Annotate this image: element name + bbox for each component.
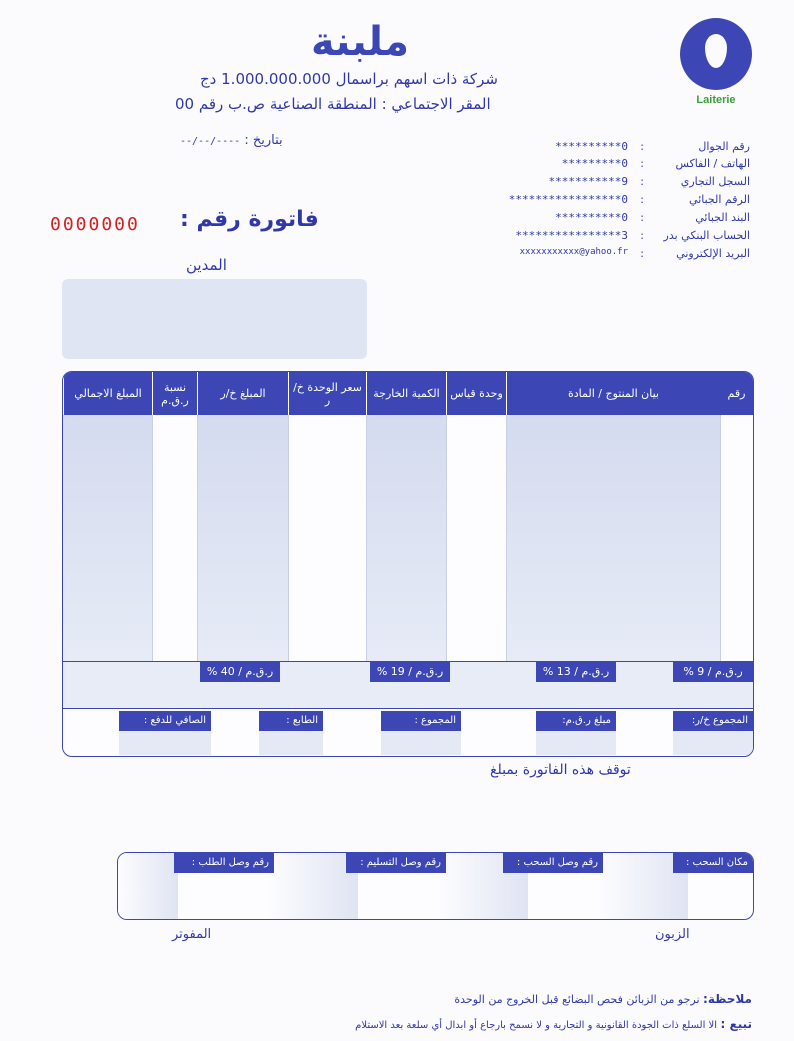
delivery-receipt-label: رقم وصل التسليم :: [346, 853, 446, 873]
divider: [197, 415, 198, 661]
debtor-label: المدين: [186, 256, 227, 274]
vat-rate-13: ر.ق.م / 13 %: [536, 662, 616, 682]
invoice-title: فاتورة رقم :: [180, 207, 319, 232]
totals-row: [63, 708, 753, 757]
delivery-info-box: [117, 852, 754, 920]
col-header-description: بيان المنتوج / المادة: [506, 372, 720, 415]
withdrawal-place-label: مكان السحب :: [673, 853, 753, 873]
remark-note: [454, 992, 752, 1006]
capital-line: شركة ذات اسهم براسمال 1.000.000.000 دج: [200, 70, 498, 88]
vat-amount-field[interactable]: [536, 731, 616, 755]
remark-text: نرجو من الزبائن فحص البضائع قبل الخروج من الوحدة: [454, 993, 700, 1006]
col-header-total: المبلغ الاجمالي: [63, 372, 152, 415]
col-vat-cells[interactable]: [152, 415, 197, 661]
total-label: المجموع :: [381, 711, 461, 731]
stamp-label: الطابع :: [259, 711, 323, 731]
order-receipt-field[interactable]: [118, 853, 178, 919]
divider: [720, 415, 721, 661]
vat-rate-9: ر.ق.م / 9 %: [673, 662, 753, 682]
date-value: ----/--/--: [180, 136, 241, 147]
customer-signature-label: الزبون: [655, 927, 690, 942]
vat-amount-label: مبلغ ر.ق.م:: [536, 711, 616, 731]
info-row: الهاتف / الفاكس : 0*********: [561, 157, 750, 170]
warning-label: تبيع :: [720, 1017, 752, 1031]
debtor-field[interactable]: [62, 279, 367, 359]
logo-text: Laiterie: [696, 94, 736, 106]
col-header-amount: المبلغ خ/ر: [197, 372, 288, 415]
info-row: البند الجبائي : 0**********: [555, 211, 750, 224]
vat-rate-19: ر.ق.م / 19 %: [370, 662, 450, 682]
divider: [152, 415, 153, 661]
address-line: المقر الاجتماعي : المنطقة الصناعية ص.ب رقم 00: [175, 95, 491, 113]
amount-in-words-label: توقف هذه الفاتورة بمبلغ: [490, 762, 631, 778]
col-header-number: رقم: [727, 387, 746, 400]
items-table: [62, 371, 754, 757]
subtotal-label: المجموع خ/ر:: [673, 711, 753, 731]
col-description-cells[interactable]: [506, 415, 720, 661]
col-unit-price-cells[interactable]: [288, 415, 366, 661]
brand-name: ملبنة: [310, 19, 409, 65]
col-header-unit: وحدة قياس: [446, 372, 506, 415]
warning-text: الا السلع ذات الجودة القانونية و التجارية و لا نسمح بارجاع أو ابدال أي سلعة بعد الاستلام: [355, 1020, 718, 1031]
vat-rates-row: [63, 661, 753, 709]
invoice-number: 0000000: [50, 214, 140, 235]
col-unit-cells[interactable]: [446, 415, 506, 661]
date-label: بتاريخ :: [244, 133, 283, 148]
col-header-unit-price: سعر الوحدة خ/ر: [288, 372, 366, 415]
info-row: البريد الإلكتروني : xxxxxxxxxxx@yahoo.fr: [519, 247, 750, 260]
vat-rate-40: ر.ق.م / 40 %: [200, 662, 280, 682]
total-field[interactable]: [381, 731, 461, 755]
delivery-receipt-field[interactable]: [268, 853, 358, 919]
net-payable-field[interactable]: [119, 731, 211, 755]
divider: [288, 415, 289, 661]
subtotal-field[interactable]: [673, 731, 753, 755]
col-quantity-cells[interactable]: [366, 415, 446, 661]
col-header-vat-rate: نسبة ر.ق.م: [152, 372, 197, 415]
order-receipt-label: رقم وصل الطلب :: [174, 853, 274, 873]
biller-signature-label: المفوتر: [172, 927, 212, 942]
table-header: [63, 372, 753, 415]
withdrawal-receipt-label: رقم وصل السحب :: [503, 853, 603, 873]
col-number-cells[interactable]: [720, 415, 753, 661]
date-row: [180, 133, 283, 148]
remark-label: ملاحظة:: [703, 992, 752, 1006]
info-row: رقم الجوال : 0**********: [555, 140, 750, 153]
company-info: [508, 140, 750, 265]
stamp-field[interactable]: [259, 731, 323, 755]
warning-note: [326, 1017, 752, 1031]
divider: [366, 415, 367, 661]
net-payable-label: الصافي للدفع :: [119, 711, 211, 731]
divider: [506, 415, 507, 661]
col-header-quantity: الكمية الخارجة: [366, 372, 446, 415]
info-row: السجل التجاري : 9***********: [548, 175, 750, 188]
col-amount-cells[interactable]: [197, 415, 288, 661]
info-row: الرقم الجبائي : 0*****************: [508, 193, 750, 206]
info-row: الحساب البنكي بدر : 3****************: [515, 229, 750, 242]
divider: [446, 415, 447, 661]
col-total-cells[interactable]: [63, 415, 152, 661]
